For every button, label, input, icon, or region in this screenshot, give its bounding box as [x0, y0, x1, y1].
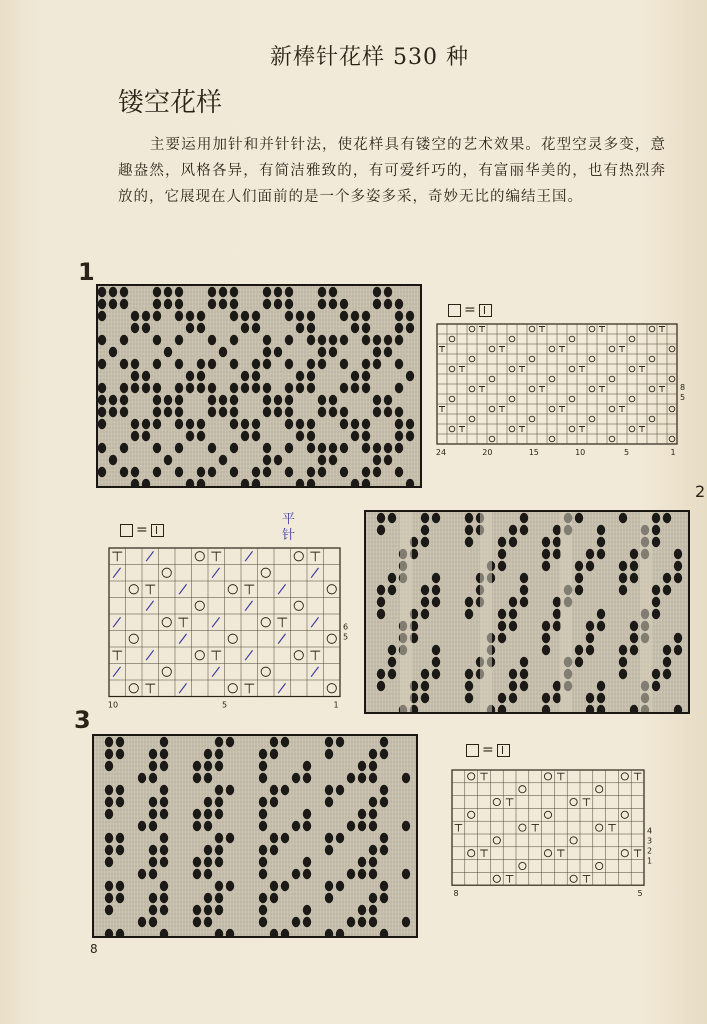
handwritten-decrease-mark — [278, 634, 285, 644]
chart-column-label: 24 — [435, 448, 447, 457]
pattern-3-chart — [452, 770, 658, 901]
handwritten-decrease-mark — [278, 683, 285, 693]
yarn-over-symbol — [589, 356, 595, 362]
chart-row-label: 8 — [680, 383, 686, 392]
yarn-over-symbol — [569, 336, 575, 342]
decrease-symbol — [145, 585, 155, 594]
decrease-symbol — [439, 347, 445, 353]
decrease-symbol — [499, 407, 505, 413]
decrease-symbol — [480, 773, 488, 780]
chart-column-label: 5 — [637, 889, 643, 899]
decrease-symbol — [559, 347, 565, 353]
chart-column-label: 20 — [482, 448, 493, 457]
decrease-symbol — [608, 824, 616, 831]
pattern-1-chart — [437, 324, 691, 460]
chart-column-label: 1 — [670, 448, 676, 457]
decrease-symbol — [277, 618, 287, 627]
legend-equals: = — [136, 522, 148, 538]
yarn-over-symbol — [529, 386, 535, 392]
yarn-over-symbol — [129, 684, 138, 693]
intro-paragraph: 主要运用加针和并针针法，使花样具有镂空的艺术效果。花型空灵多变，意趣盎然，风格各异，有简洁雅致的，有可爱纤巧的，有富丽华美的，也有热烈奔放的，它展现在人们面前的是一个多姿多采，奇妙无比的编结王国。 — [118, 137, 666, 205]
pattern-1-number: 1 — [78, 258, 95, 286]
chart-row-label: 6 — [343, 622, 349, 632]
yarn-over-symbol — [449, 366, 455, 372]
yarn-over-symbol — [228, 585, 237, 594]
handwritten-decrease-mark — [113, 568, 120, 578]
section-title: 镂空花样 — [118, 88, 223, 118]
chart-row-label: 2 — [647, 846, 653, 856]
decrease-symbol — [659, 387, 665, 393]
decrease-symbol — [557, 773, 565, 780]
knit-stitch-icon — [479, 304, 492, 317]
yarn-over-symbol — [261, 618, 270, 627]
yarn-over-symbol — [468, 811, 475, 818]
pattern-3-number: 3 — [74, 706, 91, 734]
yarn-over-symbol — [493, 798, 500, 805]
yarn-over-symbol — [570, 875, 577, 882]
yarn-over-symbol — [327, 585, 336, 594]
empty-square-icon — [448, 304, 461, 317]
decrease-symbol — [634, 850, 642, 857]
decrease-symbol — [539, 387, 545, 393]
yarn-over-symbol — [589, 416, 595, 422]
yarn-over-symbol — [519, 862, 526, 869]
decrease-symbol — [639, 427, 645, 433]
yarn-over-symbol — [529, 416, 535, 422]
decrease-symbol — [439, 407, 445, 413]
decrease-symbol — [619, 407, 625, 413]
yarn-over-symbol — [519, 824, 526, 831]
decrease-symbol — [178, 618, 188, 627]
yarn-over-symbol — [621, 811, 628, 818]
decrease-symbol — [583, 876, 591, 883]
decrease-symbol — [599, 387, 605, 393]
empty-square-icon — [466, 744, 479, 757]
knit-stitch-icon — [497, 744, 510, 757]
handwritten-decrease-mark — [311, 667, 318, 677]
decrease-symbol — [459, 367, 465, 373]
yarn-over-symbol — [649, 386, 655, 392]
yarn-over-symbol — [449, 426, 455, 432]
yarn-over-symbol — [468, 773, 475, 780]
yarn-over-symbol — [509, 366, 515, 372]
pattern-2-chart — [109, 548, 354, 713]
handwritten-decrease-mark — [146, 650, 153, 660]
yarn-over-symbol — [549, 346, 555, 352]
decrease-symbol — [211, 552, 221, 561]
decrease-symbol — [579, 427, 585, 433]
yarn-over-symbol — [519, 786, 526, 793]
decrease-symbol — [659, 327, 665, 333]
yarn-over-symbol — [228, 684, 237, 693]
yarn-over-symbol — [195, 601, 204, 610]
pattern-2-legend — [120, 522, 164, 538]
legend-equals: = — [482, 742, 494, 758]
yarn-over-symbol — [327, 684, 336, 693]
yarn-over-symbol — [649, 416, 655, 422]
yarn-over-symbol — [629, 336, 635, 342]
decrease-symbol — [634, 773, 642, 780]
yarn-over-symbol — [629, 426, 635, 432]
decrease-symbol — [583, 799, 591, 806]
yarn-over-symbol — [596, 786, 603, 793]
decrease-symbol — [557, 850, 565, 857]
knit-stitch-icon — [151, 524, 164, 537]
yarn-over-symbol — [669, 346, 675, 352]
yarn-over-symbol — [493, 837, 500, 844]
decrease-symbol — [244, 684, 254, 693]
yarn-over-symbol — [569, 426, 575, 432]
yarn-over-symbol — [294, 552, 303, 561]
yarn-over-symbol — [609, 436, 615, 442]
yarn-over-symbol — [129, 585, 138, 594]
pattern-1-photo — [96, 284, 422, 488]
decrease-symbol — [244, 585, 254, 594]
chart-column-label: 10 — [575, 448, 586, 457]
decrease-symbol — [455, 824, 463, 831]
chart-column-label: 8 — [453, 889, 459, 899]
knitting-chart-grid — [437, 324, 691, 460]
handwritten-decrease-mark — [212, 667, 219, 677]
chart-row-label: 4 — [647, 826, 653, 836]
chart-row-label: 1 — [647, 856, 653, 866]
yarn-over-symbol — [544, 811, 551, 818]
handwritten-decrease-mark — [113, 667, 120, 677]
knitted-lace-texture — [94, 736, 416, 936]
knitted-lace-texture — [366, 512, 688, 712]
yarn-over-symbol — [649, 326, 655, 332]
chart-column-label: 10 — [107, 700, 119, 710]
yarn-over-symbol — [469, 326, 475, 332]
handwritten-decrease-mark — [179, 683, 186, 693]
handwritten-decrease-mark — [212, 568, 219, 578]
yarn-over-symbol — [621, 773, 628, 780]
yarn-over-symbol — [489, 406, 495, 412]
yarn-over-symbol — [489, 376, 495, 382]
yarn-over-symbol — [569, 366, 575, 372]
yarn-over-symbol — [596, 824, 603, 831]
empty-square-icon — [120, 524, 133, 537]
yarn-over-symbol — [294, 651, 303, 660]
decrease-symbol — [531, 824, 539, 831]
decrease-symbol — [310, 651, 320, 660]
decrease-symbol — [145, 684, 155, 693]
yarn-over-symbol — [261, 667, 270, 676]
yarn-over-symbol — [629, 366, 635, 372]
chart-row-label: 5 — [343, 632, 349, 642]
yarn-over-symbol — [609, 346, 615, 352]
yarn-over-symbol — [509, 426, 515, 432]
handwritten-decrease-mark — [245, 551, 252, 561]
yarn-over-symbol — [589, 386, 595, 392]
pattern-3-photo — [92, 734, 418, 938]
yarn-over-symbol — [549, 436, 555, 442]
chart-column-label: 1 — [333, 700, 339, 710]
yarn-over-symbol — [162, 667, 171, 676]
handwritten-decrease-mark — [146, 551, 153, 561]
yarn-over-symbol — [549, 406, 555, 412]
edge-pattern-number: 2 — [695, 482, 706, 501]
yarn-over-symbol — [469, 416, 475, 422]
handwritten-decrease-mark — [179, 634, 186, 644]
yarn-over-symbol — [162, 568, 171, 577]
yarn-over-symbol — [489, 346, 495, 352]
knitting-chart-grid — [109, 548, 354, 713]
decrease-symbol — [599, 327, 605, 333]
yarn-over-symbol — [261, 568, 270, 577]
decrease-symbol — [559, 407, 565, 413]
yarn-over-symbol — [669, 436, 675, 442]
yarn-over-symbol — [449, 396, 455, 402]
yarn-over-symbol — [609, 376, 615, 382]
yarn-over-symbol — [544, 850, 551, 857]
decrease-symbol — [579, 367, 585, 373]
yarn-over-symbol — [529, 356, 535, 362]
handwritten-decrease-mark — [245, 650, 252, 660]
handwritten-decrease-mark — [113, 617, 120, 627]
yarn-over-symbol — [621, 850, 628, 857]
handwritten-note: 平针 — [282, 512, 296, 543]
knitted-lace-texture — [98, 286, 420, 486]
chart-row-label: 5 — [680, 393, 686, 402]
decrease-symbol — [211, 651, 221, 660]
handwritten-decrease-mark — [245, 601, 252, 611]
book-title: 新棒针花样 530 种 — [270, 45, 469, 70]
yarn-over-symbol — [509, 396, 515, 402]
knitting-chart-grid — [452, 770, 658, 901]
handwritten-decrease-mark — [146, 601, 153, 611]
decrease-symbol — [619, 347, 625, 353]
chart-column-label: 5 — [221, 700, 228, 710]
yarn-over-symbol — [228, 634, 237, 643]
yarn-over-symbol — [162, 618, 171, 627]
yarn-over-symbol — [570, 837, 577, 844]
handwritten-decrease-mark — [179, 584, 186, 594]
decrease-symbol — [479, 327, 485, 333]
yarn-over-symbol — [529, 326, 535, 332]
decrease-symbol — [519, 427, 525, 433]
handwritten-decrease-mark — [212, 617, 219, 627]
pattern-2-photo — [364, 510, 690, 714]
yarn-over-symbol — [469, 356, 475, 362]
yarn-over-symbol — [669, 406, 675, 412]
pattern-1-legend — [448, 302, 492, 318]
yarn-over-symbol — [569, 396, 575, 402]
handwritten-decrease-mark — [278, 584, 285, 594]
yarn-over-symbol — [649, 356, 655, 362]
decrease-symbol — [310, 552, 320, 561]
yarn-over-symbol — [129, 634, 138, 643]
yarn-over-symbol — [629, 396, 635, 402]
yarn-over-symbol — [195, 552, 204, 561]
legend-equals: = — [464, 302, 476, 318]
yarn-over-symbol — [509, 336, 515, 342]
decrease-symbol — [479, 387, 485, 393]
decrease-symbol — [112, 651, 122, 660]
decrease-symbol — [499, 347, 505, 353]
chart-row-label: 3 — [647, 836, 653, 846]
chart-column-label: 15 — [528, 448, 539, 457]
decrease-symbol — [519, 367, 525, 373]
yarn-over-symbol — [493, 875, 500, 882]
yarn-over-symbol — [468, 850, 475, 857]
yarn-over-symbol — [570, 798, 577, 805]
decrease-symbol — [539, 327, 545, 333]
yarn-over-symbol — [609, 406, 615, 412]
decrease-symbol — [639, 367, 645, 373]
yarn-over-symbol — [489, 436, 495, 442]
chart-column-label: 5 — [624, 448, 630, 457]
page-number: 8 — [90, 942, 98, 956]
yarn-over-symbol — [589, 326, 595, 332]
pattern-3-legend — [466, 742, 510, 758]
decrease-symbol — [506, 876, 514, 883]
yarn-over-symbol — [544, 773, 551, 780]
decrease-symbol — [112, 552, 122, 561]
yarn-over-symbol — [669, 376, 675, 382]
decrease-symbol — [480, 850, 488, 857]
yarn-over-symbol — [449, 336, 455, 342]
yarn-over-symbol — [469, 386, 475, 392]
yarn-over-symbol — [195, 651, 204, 660]
decrease-symbol — [459, 427, 465, 433]
yarn-over-symbol — [294, 601, 303, 610]
handwritten-decrease-mark — [311, 568, 318, 578]
yarn-over-symbol — [327, 634, 336, 643]
yarn-over-symbol — [549, 376, 555, 382]
handwritten-decrease-mark — [311, 617, 318, 627]
decrease-symbol — [506, 799, 514, 806]
yarn-over-symbol — [596, 862, 603, 869]
